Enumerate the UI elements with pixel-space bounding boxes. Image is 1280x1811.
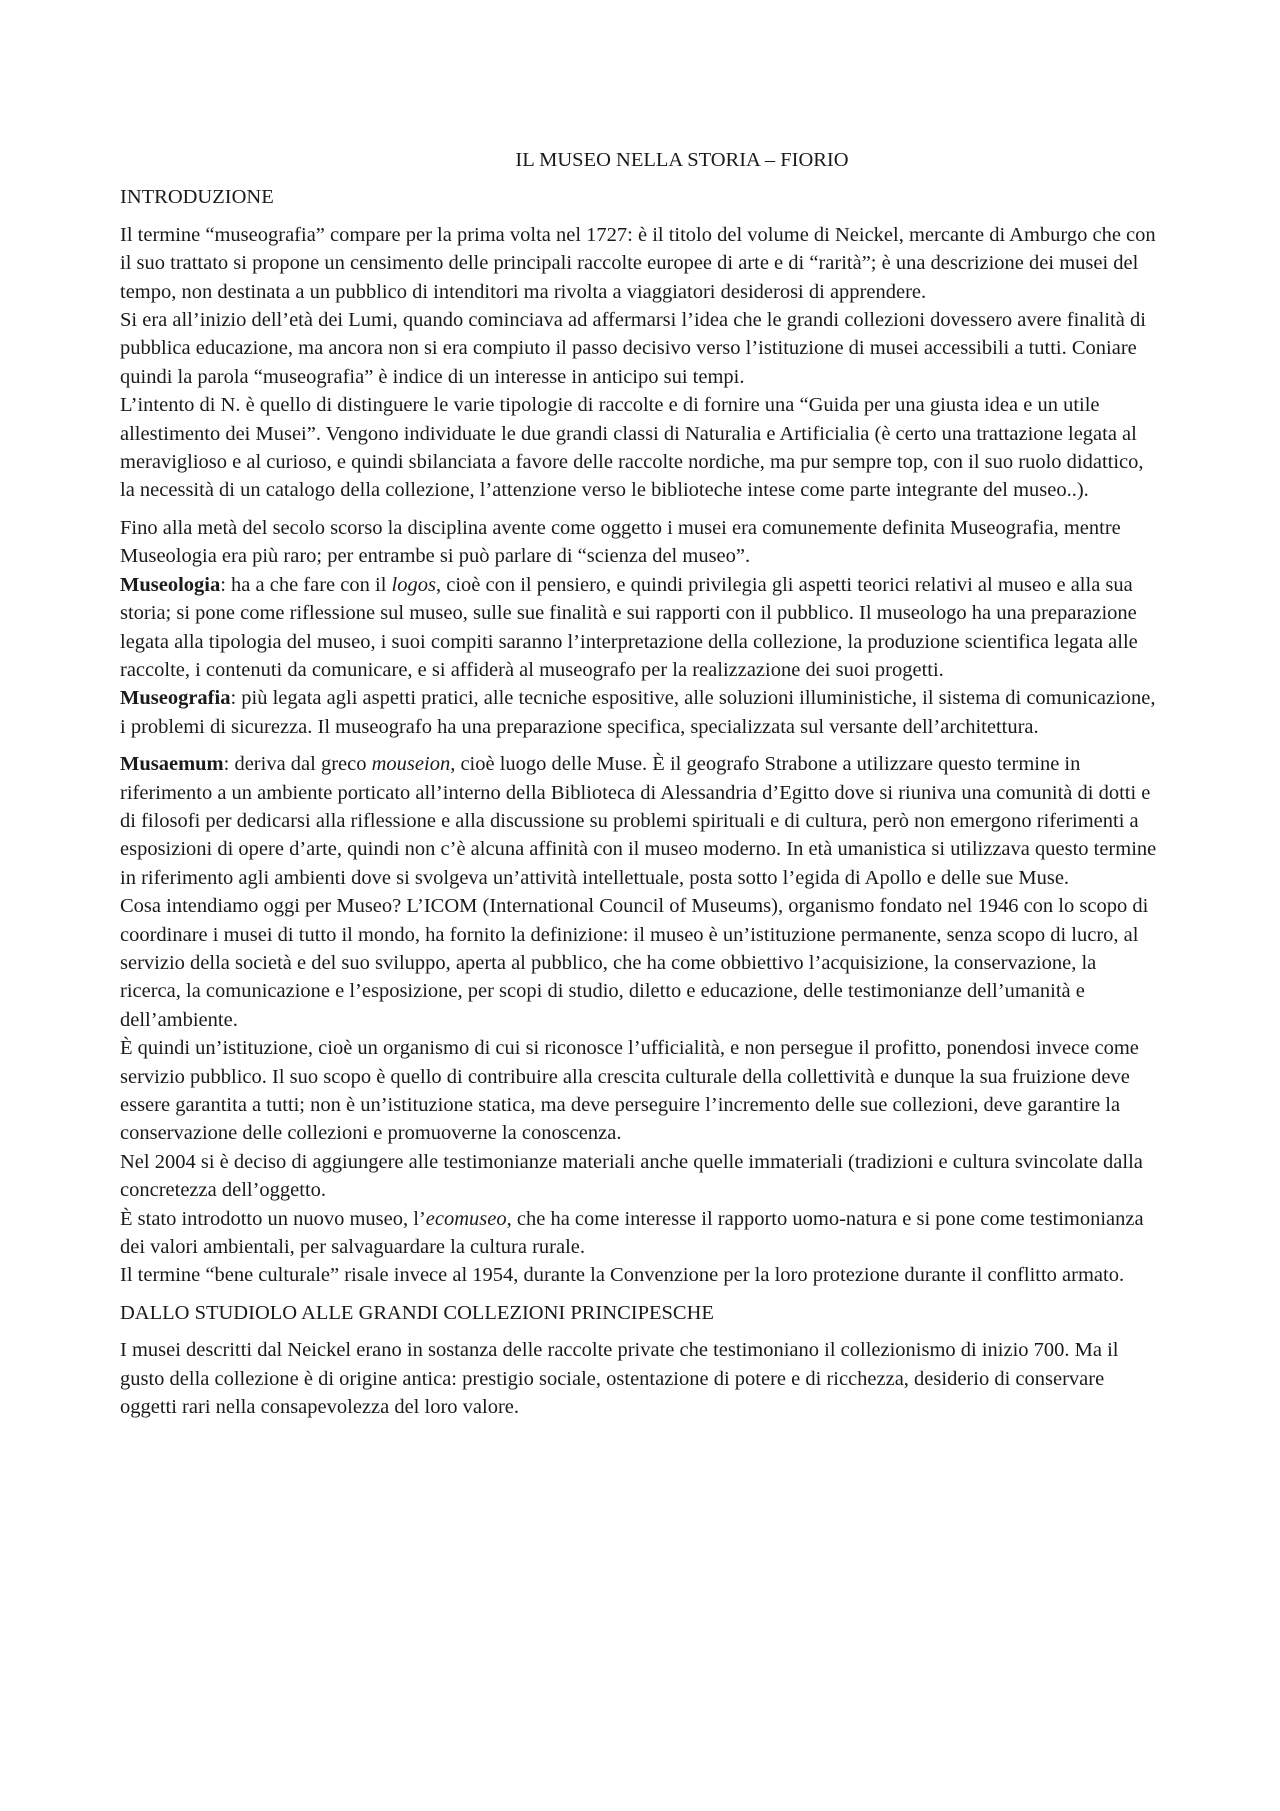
paragraph-museologia — [120, 571, 1160, 685]
term-mouseion: mouseion — [371, 753, 451, 776]
musaemum-text-b: , cioè luogo delle Muse. È il geografo Strabone a utilizzare questo termine in riferimento a un ambiente porticato all’interno della Biblioteca di Alessandria d’Egitto dove si riuniva una comunità di dotti e di filosofi per dedicarsi alla riflessione e alla discussione su problemi spirituali e di cultura, però non emergono riferimenti a esposizioni di opere d’arte, quindi non c’è alcuna affinità con il museo moderno. In età umanistica si utilizzava questo termine in riferimento agli ambienti dove si svolgeva un’attività intellettuale, posta sotto l’egida di Apollo e delle sue Muse. — [120, 753, 1157, 889]
paragraph-ecomuseo — [120, 1205, 1160, 1262]
ecomuseo-text-b: , che ha come interesse il rapporto uomo-natura e si pone come testimonianza dei valori ambientali, per salvaguardare la cultura rurale. — [120, 1207, 1144, 1259]
paragraph-neickel-raccolte: I musei descritti dal Neickel erano in sostanza delle raccolte private che testimoniano il collezionismo di inizio 700. Ma il gusto della collezione è di origine antica: prestigio sociale, ostentazione di potere e di ricchezza, desiderio di conservare oggetti rari nella consapevolezza del loro valore. — [120, 1339, 1119, 1419]
paragraph-museografia-origin: Il termine “museografia” compare per la prima volta nel 1727: è il titolo del volume di Neickel, mercante di Amburgo che con il suo trattato si propone un censimento delle principali raccolte europee di arte e di “rarità”; è una descrizione dei musei del tempo, non destinata a un pubblico di intenditori ma rivolta a viaggiatori desiderosi di apprendere. — [120, 223, 1156, 303]
paragraph-disciplina: Fino alla metà del secolo scorso la disciplina avente come oggetto i musei era comunemente definita Museografia, mentre Museologia era più raro; per entrambe si può parlare di “scienza del museo”. — [120, 516, 1121, 568]
term-musaemum: Musaemum — [120, 753, 224, 776]
paragraph-bene-culturale: Il termine “bene culturale” risale invece al 1954, durante la Convenzione per la loro protezione durante il conflitto armato. — [120, 1264, 1125, 1287]
paragraph-museografia — [120, 684, 1160, 741]
paragraph-eta-dei-lumi: Si era all’inizio dell’età dei Lumi, quando cominciava ad affermarsi l’idea che le grandi collezioni dovessero avere finalità di pubblica educazione, ma ancora non si era compiuto il passo decisivo verso l’istituzione di musei accessibili a tutti. Coniare quindi la parola “museografia” è indice di un interesse in anticipo sui tempi. — [120, 309, 1146, 388]
paragraph-musaemum — [120, 750, 1160, 892]
paragraph-icom: Cosa intendiamo oggi per Museo? L’ICOM (International Council of Museums), organismo fondato nel 1946 con lo scopo di coordinare i musei di tutto il mondo, ha fornito la definizione: il museo è un’istituzione permanente, senza scopo di lucro, al servizio della società e del suo sviluppo, aperta al pubblico, che ha come obbiettivo l’acquisizione, la conservazione, la ricerca, la comunicazione e l’esposizione, per scopi di studio, diletto e educazione, delle testimonianze dell’umanità e dell’ambiente. — [120, 895, 1149, 1031]
term-ecomuseo: ecomuseo — [425, 1207, 507, 1230]
term-museografia: Museografia — [120, 687, 231, 710]
musaemum-text-a: : deriva dal greco — [223, 753, 372, 776]
ecomuseo-text-a: È stato introdotto un nuovo museo, l’ — [120, 1207, 426, 1230]
document-page — [120, 146, 1160, 1421]
term-museologia: Museologia — [120, 573, 221, 596]
museologia-text-b: , cioè con il pensiero, e quindi privilegia gli aspetti teorici relativi al museo e alla sua storia; si pone come riflessione sul museo, sulle sue finalità e sui rapporti con il pubblico. Il museologo ha una preparazione legata alla tipologia del museo, i suoi compiti saranno l’interpretazione della collezione, la produzione scientifica legata alle raccolte, i contenuti da comunicare, e si affiderà al museografo per la realizzazione dei suoi progetti. — [120, 573, 1138, 681]
document-title: IL MUSEO NELLA STORIA – FIORIO — [515, 149, 849, 171]
museologia-text-a: : ha a che fare con il — [220, 573, 392, 596]
term-logos: logos — [391, 573, 436, 596]
paragraph-2004: Nel 2004 si è deciso di aggiungere alle testimonianze materiali anche quelle immateriali (tradizioni e cultura svincolate dalla concretezza dell’oggetto. — [120, 1150, 1143, 1202]
museografia-text: : più legata agli aspetti pratici, alle tecniche espositive, alle soluzioni illuministiche, il sistema di comunicazione, i problemi di sicurezza. Il museografo ha una preparazione specifica, specializzata sul versante dell’architettura. — [120, 687, 1156, 738]
paragraph-istituzione: È quindi un’istituzione, cioè un organismo di cui si riconosce l’ufficialità, e non persegue il profitto, ponendosi invece come servizio pubblico. Il suo scopo è quello di contribuire alla crescita culturale della collettività e dunque la sua fruizione deve essere garantita a tutti; non è un’istituzione statica, ma deve perseguire l’incremento delle sue collezioni, deve garantire la conservazione delle collezioni e promuoverne la conoscenza. — [120, 1037, 1139, 1145]
section-heading-studiolo: DALLO STUDIOLO ALLE GRANDI COLLEZIONI PRINCIPESCHE — [120, 1301, 714, 1324]
section-heading-introduzione: INTRODUZIONE — [120, 186, 274, 209]
paragraph-intento-neickel: L’intento di N. è quello di distinguere le varie tipologie di raccolte e di fornire una “Guida per una giusta idea e un utile allestimento dei Musei”. Vengono individuate le due grandi classi di Naturalia e Artificialia (è certo una trattazione legata al meraviglioso e al curioso, e quindi sbilanciata a favore delle raccolte nordiche, ma pur sempre top, con il suo ruolo didattico, la necessità di un catalogo della collezione, l’attenzione verso le biblioteche intese come parte integrante del museo..). — [120, 394, 1144, 502]
